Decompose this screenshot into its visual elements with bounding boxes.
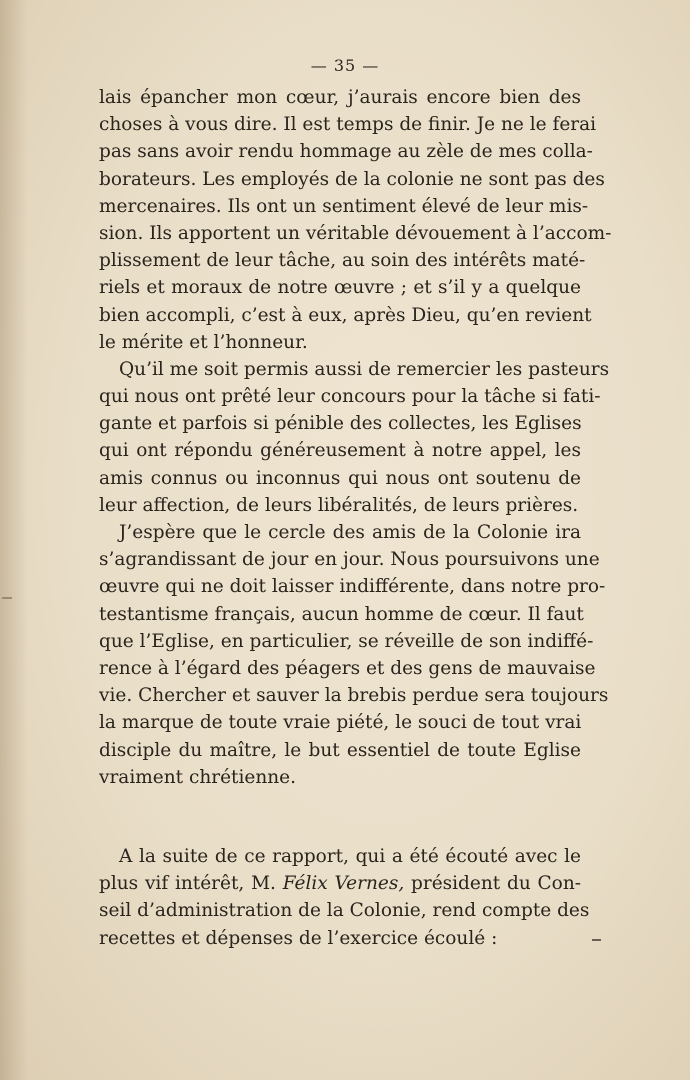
text-fragment: président du Con-: [404, 873, 581, 895]
text-line: le mérite et l’honneur.: [99, 331, 308, 353]
margin-mark: [592, 939, 601, 941]
margin-mark: [2, 597, 12, 599]
text-line: A la suite de ce rapport, qui a été écouté avec le: [119, 846, 581, 867]
text-line: [99, 870, 581, 897]
text-line: testantisme français, aucun homme de cœur. Il faut: [99, 603, 584, 625]
text-line: qui nous ont prêté leur concours pour la tâche si fati-: [99, 386, 601, 408]
closing-paragraph: [99, 843, 590, 952]
text-line: lais épancher mon cœur, j’aurais encore bien des: [99, 87, 581, 108]
text-line: riels et moraux de notre œuvre ; et s’il y a quelque: [99, 277, 581, 299]
text-line: mercenaires. Ils ont un sentiment élevé de leur mis-: [99, 195, 589, 217]
text-line: choses à vous dire. Il est temps de finir. Je ne le ferai: [99, 114, 597, 136]
text-line: leur affection, de leurs libéralités, de leurs prières.: [99, 494, 579, 516]
text-line: la marque de toute vraie piété, le souci de tout vrai: [99, 712, 582, 734]
text-line: vraiment chrétienne.: [99, 766, 296, 788]
text-line: œuvre qui ne doit laisser indifférente, dans notre pro-: [99, 576, 606, 598]
text-line: gante et parfois si pénible des collectes, les Eglises: [99, 413, 582, 435]
page-number: — 35 —: [310, 56, 380, 75]
text-fragment: plus vif intérêt, M.: [99, 873, 283, 895]
text-line: s’agrandissant de jour en jour. Nous poursuivons une: [99, 549, 600, 571]
text-line: qui ont répondu généreusement à notre appel, les: [99, 440, 581, 462]
text-line: pas sans avoir rendu hommage au zèle de mes colla-: [99, 141, 593, 163]
text-line: vie. Chercher et sauver la brebis perdue sera toujours: [99, 685, 609, 707]
text-line: J’espère que le cercle des amis de la Colonie ira: [119, 522, 581, 543]
text-line: que l’Eglise, en particulier, se réveille de son indiffé-: [99, 630, 594, 652]
text-line: bien accompli, c’est à eux, après Dieu, qu’en revient: [99, 304, 592, 326]
main-text: [99, 84, 612, 791]
president-name: Félix Vernes,: [282, 873, 405, 895]
text-line: sion. Ils apportent un véritable dévouement à l’accom-: [99, 222, 612, 244]
text-line: rence à l’égard des péagers et des gens de mauvaise: [99, 657, 596, 679]
text-line: amis connus ou inconnus qui nous ont soutenu de: [99, 467, 581, 489]
text-line: recettes et dépenses de l’exercice écoulé :: [99, 927, 498, 949]
text-line: disciple du maître, le but essentiel de toute Eglise: [99, 739, 581, 761]
text-line: borateurs. Les employés de la colonie ne sont pas des: [99, 168, 605, 190]
text-line: Qu’il me soit permis aussi de remercier les pasteurs: [119, 358, 610, 380]
text-line: seil d’administration de la Colonie, rend compte des: [99, 900, 590, 922]
text-line: plissement de leur tâche, au soin des intérêts maté-: [99, 250, 586, 272]
